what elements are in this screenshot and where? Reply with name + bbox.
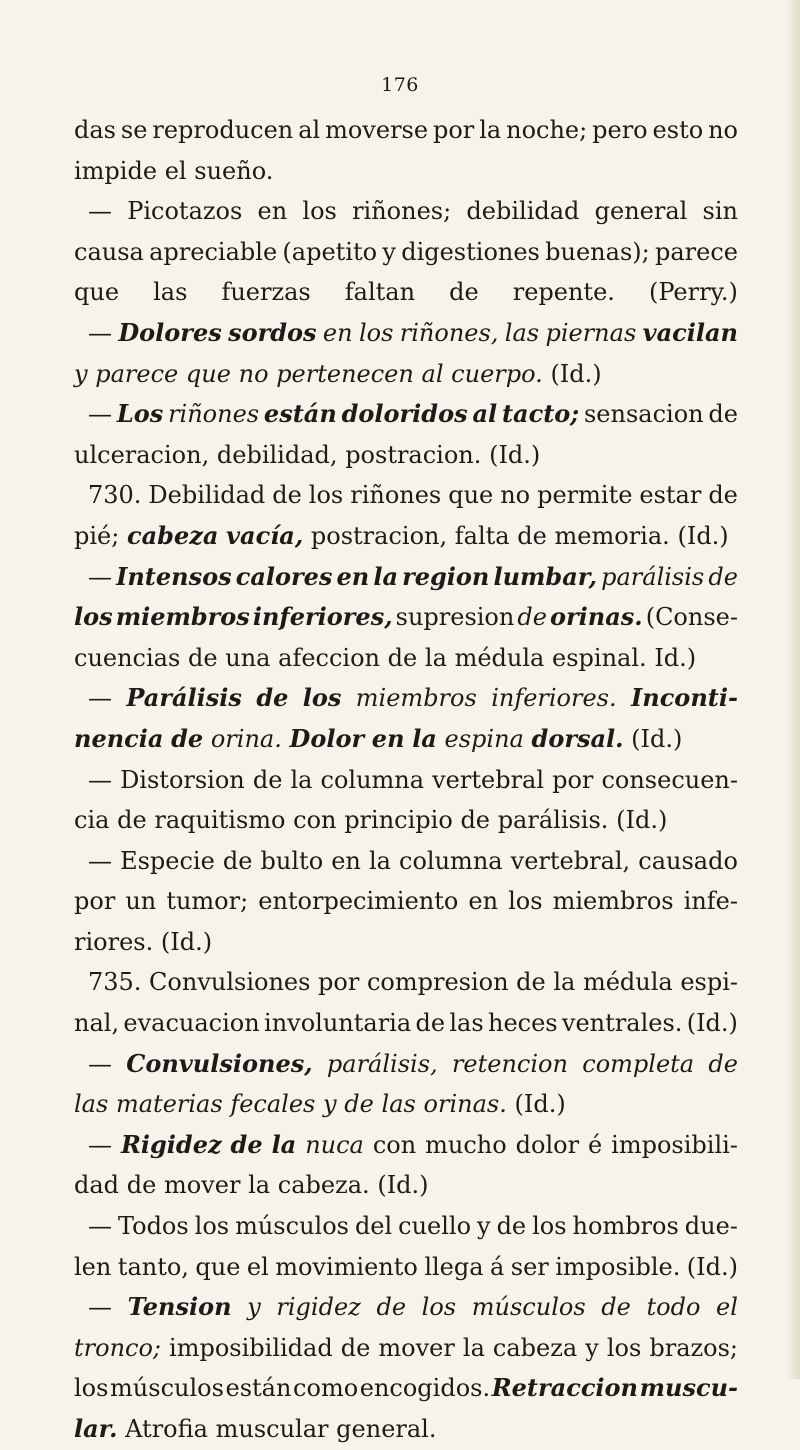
word: Atrofia: [125, 1415, 208, 1443]
word: los: [358, 318, 394, 347]
word: (Id.): [616, 806, 668, 835]
word: Picotazos: [127, 197, 243, 226]
word: de: [449, 278, 479, 307]
word: riñones;: [352, 197, 452, 226]
text-line: [74, 1003, 738, 1044]
word: las: [504, 318, 540, 347]
word: moverse: [325, 116, 429, 144]
word: de: [171, 723, 204, 753]
word: memoria.: [554, 521, 670, 550]
word: la: [271, 1129, 297, 1159]
word: al: [421, 359, 444, 388]
word: columna: [399, 846, 503, 875]
word: é: [588, 1130, 603, 1159]
word: calores: [235, 561, 333, 591]
word: materias: [115, 1090, 223, 1119]
word: pertenecen: [276, 359, 414, 388]
word: —: [88, 765, 112, 794]
word: (apetito: [282, 237, 378, 266]
word: piernas: [545, 318, 637, 347]
word: nuca: [305, 1130, 364, 1159]
word: al: [472, 399, 498, 429]
word: compresion: [366, 968, 509, 997]
word: de: [272, 481, 302, 510]
word: Rigidez: [120, 1129, 222, 1159]
word: de: [708, 562, 738, 591]
text-line: [74, 1368, 738, 1409]
word: se: [120, 116, 148, 144]
word: tronco;: [74, 1333, 161, 1362]
word: muscu-: [639, 1373, 738, 1403]
text-line: [74, 1125, 738, 1166]
word: supresion: [395, 603, 515, 632]
word: vertebral,: [510, 846, 631, 875]
word: (Id.): [514, 1090, 566, 1119]
word: esto: [652, 116, 704, 144]
word: muscular: [215, 1415, 329, 1443]
word: por: [74, 887, 116, 916]
word: —: [88, 1130, 112, 1159]
word: los: [302, 197, 337, 226]
word: impide: [74, 156, 158, 185]
text-line: [74, 881, 738, 922]
word: tumor;: [166, 887, 249, 916]
word: Convulsiones: [149, 968, 311, 997]
text-line: [74, 1409, 738, 1450]
word: vertebral: [432, 765, 545, 794]
word: raquitismo: [154, 806, 286, 835]
word: afeccion: [278, 643, 380, 672]
word: como: [293, 1374, 359, 1403]
word: consecuen-: [601, 765, 738, 794]
word: —: [88, 400, 112, 429]
word: no: [500, 481, 531, 510]
word: pero: [592, 116, 648, 144]
word: imposibili-: [611, 1130, 738, 1159]
word: Distorsion: [120, 765, 245, 794]
word: los: [74, 1374, 109, 1403]
word: dad: [74, 1171, 120, 1200]
word: Especie: [120, 846, 215, 875]
word: ser: [510, 1252, 549, 1281]
word: general: [594, 197, 688, 226]
word: á: [490, 1252, 505, 1281]
word: que: [74, 278, 120, 307]
word: el: [164, 156, 187, 185]
word: parálisis.: [497, 806, 609, 835]
text-line: [74, 1328, 738, 1369]
word: sueño.: [194, 156, 274, 185]
word: lumbar,: [493, 561, 598, 591]
word: —: [88, 318, 112, 347]
page-edge-shadow: [786, 0, 800, 1379]
word: un: [125, 887, 157, 916]
word: cabeza: [492, 1333, 578, 1362]
word: llega: [424, 1252, 484, 1281]
text-line: [74, 394, 738, 435]
word: de: [117, 806, 147, 835]
word: parálisis: [601, 562, 705, 591]
word: miembros: [355, 684, 477, 713]
word: rigidez: [276, 1293, 361, 1322]
word: con: [293, 806, 337, 835]
word: músculos: [110, 1374, 224, 1403]
word: las: [153, 278, 188, 307]
word: Id.): [654, 643, 697, 672]
word: y: [74, 359, 88, 388]
word: causado: [638, 846, 738, 875]
word: 735.: [88, 968, 142, 997]
word: falta: [454, 521, 510, 550]
word: infe-: [683, 887, 738, 916]
word: inferiores,: [252, 602, 393, 632]
word: en: [336, 561, 370, 591]
text-line: [74, 272, 738, 313]
text-line: [74, 151, 738, 192]
word: de: [387, 643, 418, 672]
word: imposibilidad: [169, 1333, 333, 1362]
word: la: [373, 561, 398, 591]
word: (Id.): [677, 521, 729, 550]
word: orina.: [210, 724, 282, 753]
word: de: [230, 1129, 263, 1159]
word: dorsal.: [531, 723, 624, 753]
word: parece: [655, 237, 738, 266]
word: causa: [74, 237, 144, 266]
word: imposible.: [555, 1252, 681, 1281]
word: Retraccion: [491, 1373, 638, 1403]
word: en: [322, 318, 353, 347]
word: médula: [582, 968, 673, 997]
word: pié;: [74, 521, 120, 550]
word: Todos: [117, 1212, 189, 1241]
word: reproducen: [152, 116, 294, 144]
word: vacilan: [642, 317, 738, 347]
word: músculos: [471, 1293, 586, 1322]
word: cabeza.: [277, 1171, 370, 1200]
word: —: [88, 1049, 112, 1078]
word: la: [462, 1333, 485, 1362]
word: espi-: [680, 968, 738, 997]
word: Dolores: [118, 317, 222, 347]
word: —: [88, 1293, 112, 1322]
text-line: [74, 191, 738, 232]
word: las: [74, 1090, 109, 1119]
text-line: [74, 922, 738, 963]
word: en: [371, 723, 405, 753]
word: el: [716, 1293, 738, 1322]
word: músculos: [235, 1212, 349, 1241]
word: apreciable: [149, 237, 278, 266]
word: la: [424, 643, 447, 672]
word: —: [88, 1212, 112, 1241]
text-line: [74, 313, 738, 354]
word: cuencias: [74, 643, 181, 672]
word: entorpecimiento: [258, 887, 459, 916]
word: de: [256, 683, 289, 713]
text-line: [74, 1084, 738, 1125]
word: repente.: [512, 278, 615, 307]
word: vacía,: [226, 520, 304, 550]
word: —: [88, 197, 112, 226]
text-line: [74, 1044, 738, 1085]
word: los: [606, 1333, 642, 1362]
word: por: [318, 968, 360, 997]
word: y: [323, 1090, 337, 1119]
word: los: [508, 887, 543, 916]
word: cabeza: [127, 520, 219, 550]
word: que: [195, 1252, 241, 1281]
word: encogidos.: [359, 1374, 491, 1403]
word: mover: [378, 1333, 455, 1362]
word: médula: [454, 643, 545, 672]
word: las: [449, 1009, 484, 1038]
word: principio: [344, 806, 453, 835]
page-number: 176: [381, 74, 419, 96]
word: las: [381, 1090, 416, 1119]
word: en: [331, 846, 361, 875]
word: de: [344, 1090, 374, 1119]
word: involuntaria: [264, 1009, 412, 1038]
word: das: [74, 116, 116, 144]
word: (Perry.): [648, 278, 738, 307]
word: de: [252, 765, 283, 794]
word: la: [248, 1171, 271, 1200]
word: y: [382, 237, 396, 266]
word: no: [708, 116, 738, 144]
word: espina: [444, 724, 524, 753]
word: de: [496, 1212, 527, 1241]
word: nal,: [74, 1009, 120, 1038]
word: brazos;: [649, 1333, 738, 1362]
word: riñones: [168, 400, 260, 429]
text-line: [74, 760, 738, 801]
word: por: [432, 116, 475, 144]
word: len: [74, 1252, 112, 1281]
word: al: [298, 116, 321, 144]
word: fecales: [230, 1090, 316, 1119]
word: (Conse-: [645, 603, 738, 632]
text-line: [74, 557, 738, 598]
word: lar.: [74, 1414, 118, 1443]
text-line: [74, 1165, 738, 1206]
text-line: [74, 719, 738, 760]
word: la: [368, 846, 391, 875]
word: buenas);: [545, 237, 650, 266]
word: doloridos: [341, 399, 468, 429]
word: Convulsiones,: [126, 1048, 313, 1078]
word: la: [290, 765, 313, 794]
word: los: [308, 481, 344, 510]
word: de: [460, 806, 491, 835]
word: (Id.): [160, 927, 213, 956]
word: y: [247, 1293, 261, 1322]
text-line: [74, 962, 738, 1003]
word: permite: [537, 481, 633, 510]
word: mucho: [425, 1130, 507, 1159]
text-line: [74, 841, 738, 882]
word: estar: [639, 481, 702, 510]
text-line: [74, 638, 738, 679]
word: hombros: [572, 1212, 679, 1241]
word: miembros: [115, 602, 250, 632]
word: la: [412, 723, 437, 753]
word: de: [708, 1049, 738, 1078]
word: bulto: [260, 846, 324, 875]
text-line: [74, 1206, 738, 1247]
word: orinas.: [423, 1090, 507, 1119]
word: miembros: [552, 887, 674, 916]
word: debilidad: [466, 197, 580, 226]
text-line: [74, 1247, 738, 1288]
word: parálisis,: [326, 1049, 438, 1078]
word: mover: [163, 1171, 241, 1200]
word: de: [187, 643, 218, 672]
word: —: [88, 684, 112, 713]
word: y: [477, 1212, 491, 1241]
word: de: [517, 603, 547, 632]
word: de: [708, 400, 738, 429]
word: ventrales.: [561, 1009, 683, 1038]
word: (Id.): [631, 724, 683, 753]
word: heces: [487, 1009, 558, 1038]
word: debilidad,: [216, 440, 338, 469]
word: postracion,: [310, 521, 448, 550]
word: el: [246, 1252, 269, 1281]
word: due-: [684, 1212, 738, 1241]
word: cia: [74, 806, 110, 835]
text-line: [74, 110, 738, 151]
word: por: [552, 765, 594, 794]
word: Los: [116, 399, 164, 429]
word: de: [601, 1293, 631, 1322]
word: la: [479, 116, 502, 144]
text-line: [74, 597, 738, 638]
word: general.: [336, 1415, 437, 1443]
word: con: [372, 1130, 417, 1159]
word: Parálisis: [126, 683, 242, 713]
word: digestiones: [401, 237, 540, 266]
word: 730.: [88, 481, 142, 510]
word: noche;: [506, 116, 588, 144]
word: completa: [582, 1049, 695, 1078]
word: postracion.: [345, 440, 482, 469]
word: riores.: [74, 927, 154, 956]
word: cuerpo.: [451, 359, 543, 388]
word: Debilidad: [148, 481, 266, 510]
word: inferiores.: [491, 684, 617, 713]
text-line: [74, 232, 738, 273]
text-line: [74, 678, 738, 719]
word: evacuacion: [123, 1009, 260, 1038]
word: Inconti-: [631, 683, 738, 713]
word: los: [302, 683, 342, 713]
word: (Id.): [550, 359, 602, 388]
word: nencia: [74, 723, 164, 753]
word: —: [88, 562, 112, 591]
word: (Id.): [686, 1009, 738, 1038]
word: fuerzas: [221, 278, 311, 307]
word: (Id.): [686, 1252, 738, 1281]
text-line: [74, 435, 738, 476]
word: (Id.): [489, 440, 541, 469]
word: están: [225, 1374, 292, 1403]
word: movimiento: [275, 1252, 418, 1281]
word: los: [194, 1212, 230, 1241]
word: orinas.: [550, 602, 643, 632]
word: en: [468, 887, 499, 916]
word: Tension: [127, 1292, 232, 1322]
word: (Id.): [377, 1171, 429, 1200]
text-line: [74, 475, 738, 516]
word: Dolor: [289, 723, 365, 753]
word: del: [354, 1212, 393, 1241]
word: de: [415, 1009, 446, 1038]
word: los: [421, 1293, 457, 1322]
word: de: [517, 521, 547, 550]
word: retencion: [451, 1049, 568, 1078]
word: riñones,: [399, 318, 499, 347]
word: que: [448, 481, 494, 510]
word: no: [238, 359, 269, 388]
word: están: [263, 399, 337, 429]
text-line: [74, 516, 738, 557]
word: espinal.: [552, 643, 647, 672]
word: tacto;: [501, 399, 580, 429]
word: una: [225, 643, 271, 672]
word: —: [88, 846, 112, 875]
word: los: [532, 1212, 567, 1241]
word: Intensos: [116, 561, 232, 591]
word: parece: [95, 359, 179, 388]
text-line: [74, 354, 738, 395]
word: cuello: [398, 1212, 472, 1241]
word: region: [402, 561, 490, 591]
word: sensacion: [583, 400, 704, 429]
body-text: [74, 110, 738, 1450]
word: sin: [702, 197, 738, 226]
word: dolor: [515, 1130, 580, 1159]
word: columna: [320, 765, 425, 794]
word: de: [516, 968, 546, 997]
word: en: [257, 197, 288, 226]
word: de: [708, 481, 738, 510]
word: todo: [646, 1293, 701, 1322]
word: que: [185, 359, 231, 388]
word: faltan: [344, 278, 416, 307]
word: de: [340, 1333, 371, 1362]
text-line: [74, 1287, 738, 1328]
word: tanto,: [117, 1252, 189, 1281]
word: los: [74, 602, 113, 632]
word: la: [553, 968, 576, 997]
word: sordos: [228, 317, 317, 347]
word: riñones: [350, 481, 442, 510]
word: de: [126, 1171, 157, 1200]
text-line: [74, 800, 738, 841]
word: de: [376, 1293, 407, 1322]
word: de: [222, 846, 253, 875]
word: y: [585, 1333, 599, 1362]
word: ulceracion,: [74, 440, 210, 469]
